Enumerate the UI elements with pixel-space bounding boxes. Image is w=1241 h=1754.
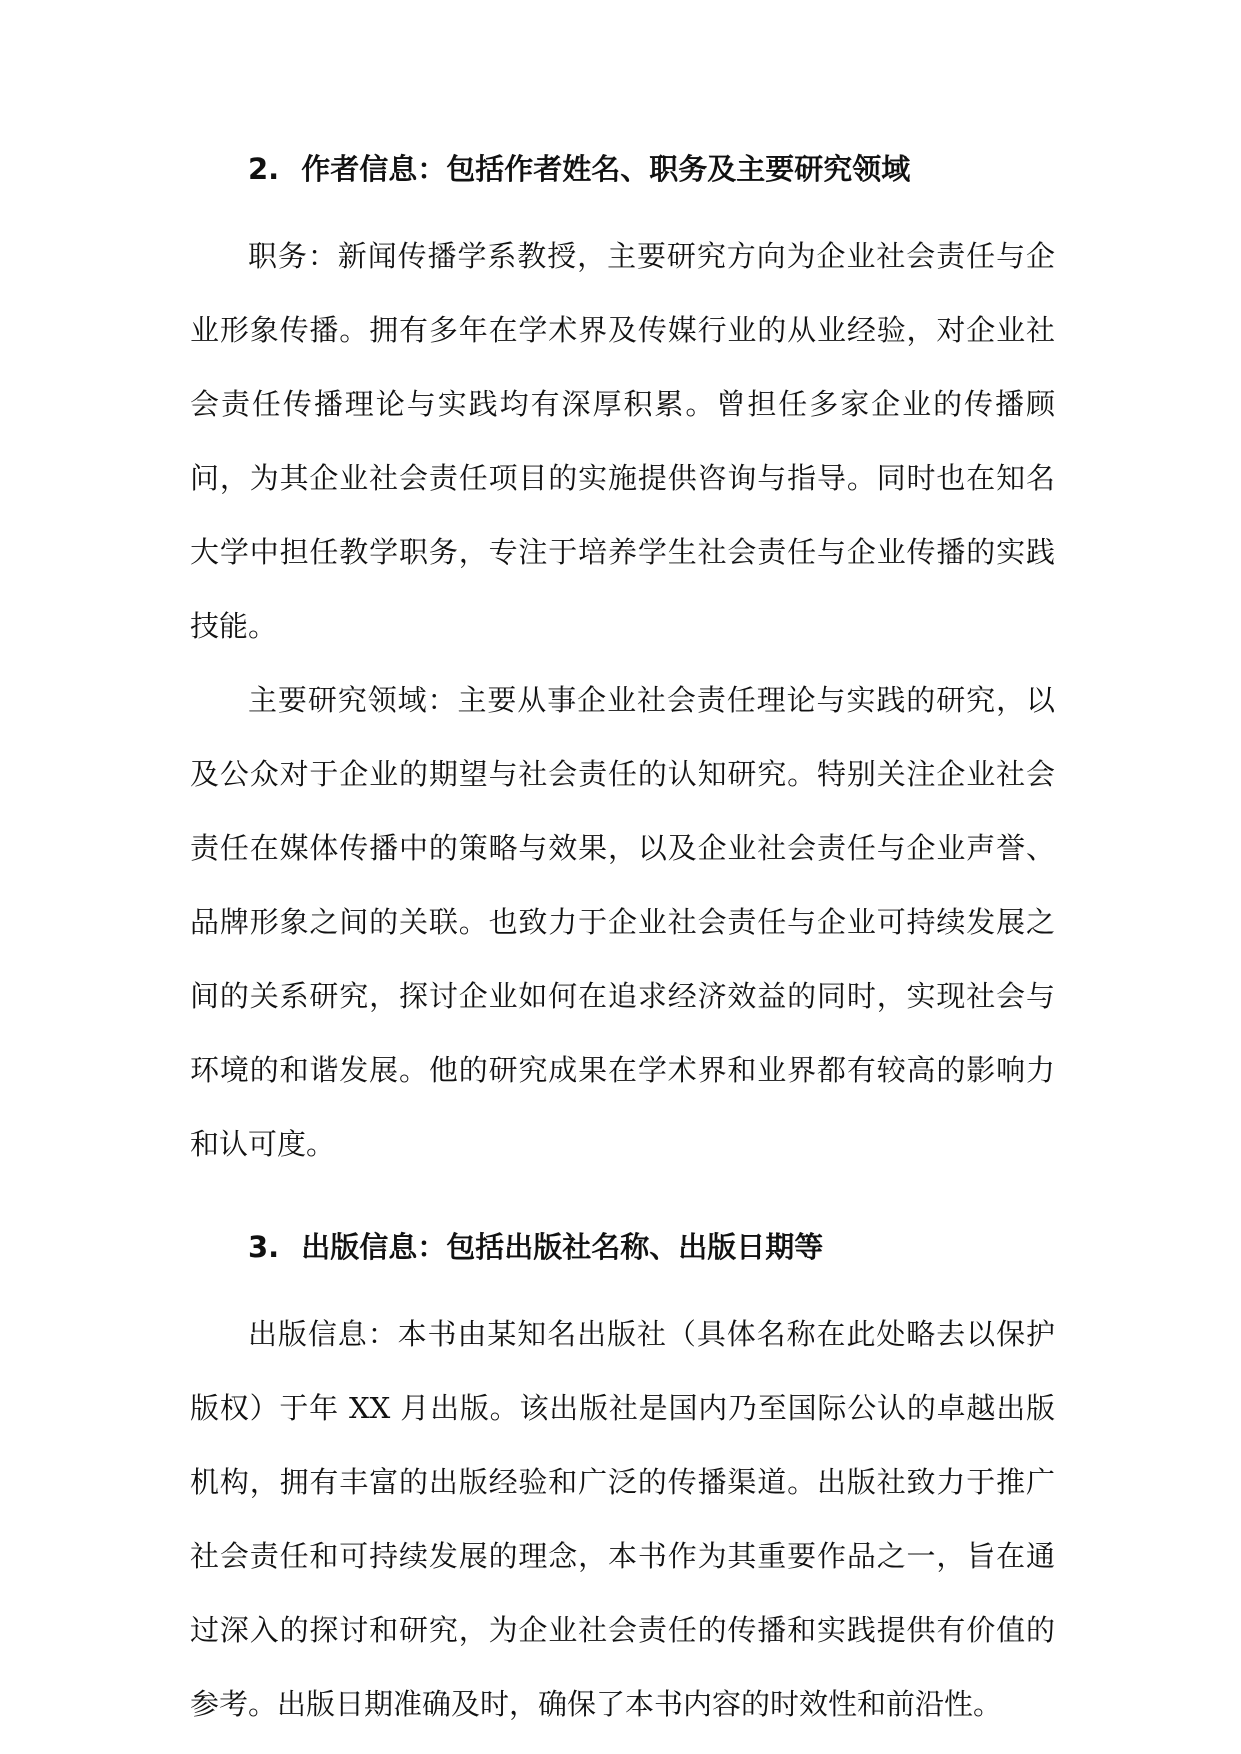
paragraph-position: 职务：新闻传播学系教授，主要研究方向为企业社会责任与企业形象传播。拥有多年在学术界及传媒行业的从业经验，对企业社会责任传播理论与实践均有深厚积累。曾担任多家企业的传播顾问，为其企业社会责任项目的实施提供咨询与指导。同时也在知名大学中担任教学职务，专注于培养学生社会责任与企业传播的实践技能。 [190, 239, 1055, 643]
section-heading [190, 145, 1055, 193]
section-publication-info [190, 1223, 1055, 1741]
section-title: 作者信息：包括作者姓名、职务及主要研究领域 [301, 152, 911, 186]
section-number: 2. [248, 152, 280, 186]
section-heading [190, 1223, 1055, 1271]
section-spacer [190, 1181, 1055, 1223]
document-content [190, 145, 1055, 1741]
section-author-info [190, 145, 1055, 1181]
paragraph-research-field: 主要研究领域：主要从事企业社会责任理论与实践的研究，以及公众对于企业的期望与社会责任的认知研究。特别关注企业社会责任在媒体传播中的策略与效果，以及企业社会责任与企业声誉、品牌形象之间的关联。也致力于企业社会责任与企业可持续发展之间的关系研究，探讨企业如何在追求经济效益的同时，实现社会与环境的和谐发展。他的研究成果在学术界和业界都有较高的影响力和认可度。 [190, 683, 1055, 1161]
section-title: 出版信息：包括出版社名称、出版日期等 [301, 1230, 824, 1264]
section-number: 3. [248, 1230, 280, 1264]
paragraph-publication: 出版信息：本书由某知名出版社（具体名称在此处略去以保护版权）于年 XX 月出版。该出版社是国内乃至国际公认的卓越出版机构，拥有丰富的出版经验和广泛的传播渠道。出版社致力于推广社会责任和可持续发展的理念，本书作为其重要作品之一，旨在通过深入的探讨和研究，为企业社会责任的传播和实践提供有价值的参考。出版日期准确及时，确保了本书内容的时效性和前沿性。 [190, 1317, 1055, 1721]
